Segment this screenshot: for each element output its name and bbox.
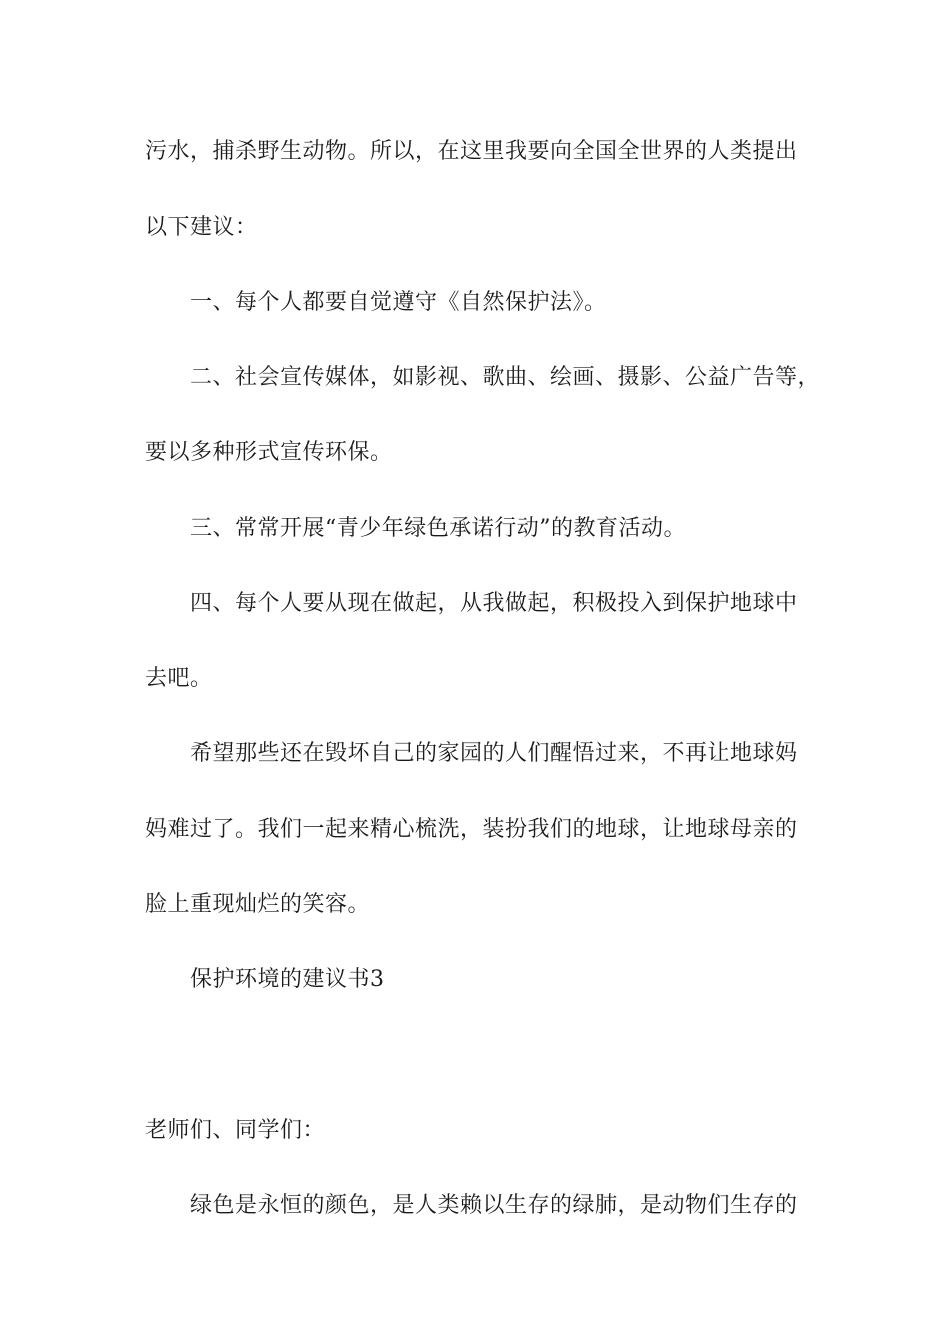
suggestion-item-2: 二、社会宣传媒体，如影视、歌曲、绘画、摄影、公益广告等， (190, 365, 821, 390)
body-text-line: 污水，捕杀野生动物。所以，在这里我要向全国全世界的人类提出 (145, 139, 798, 164)
section-heading: 保护环境的建议书3 (190, 967, 385, 992)
body-text-line: 以下建议： (145, 215, 258, 240)
body-text-line: 去吧。 (145, 666, 213, 691)
suggestion-item-4: 四、每个人要从现在做起，从我做起，积极投入到保护地球中 (190, 591, 798, 616)
body-text-line: 要以多种形式宣传环保。 (145, 440, 393, 465)
paragraph-hope: 希望那些还在毁坏自己的家园的人们醒悟过来，不再让地球妈 (190, 741, 798, 766)
suggestion-item-1: 一、每个人都要自觉遵守《自然保护法》。 (190, 290, 607, 315)
suggestion-item-3: 三、常常开展“青少年绿色承诺行动”的教育活动。 (190, 516, 686, 541)
body-text-line: 妈难过了。我们一起来精心梳洗，装扮我们的地球，让地球母亲的 (145, 817, 798, 842)
paragraph-green: 绿色是永恒的颜色，是人类赖以生存的绿肺，是动物们生存的 (190, 1193, 798, 1218)
body-text-line: 脸上重现灿烂的笑容。 (145, 892, 371, 917)
salutation: 老师们、同学们： (145, 1118, 326, 1143)
